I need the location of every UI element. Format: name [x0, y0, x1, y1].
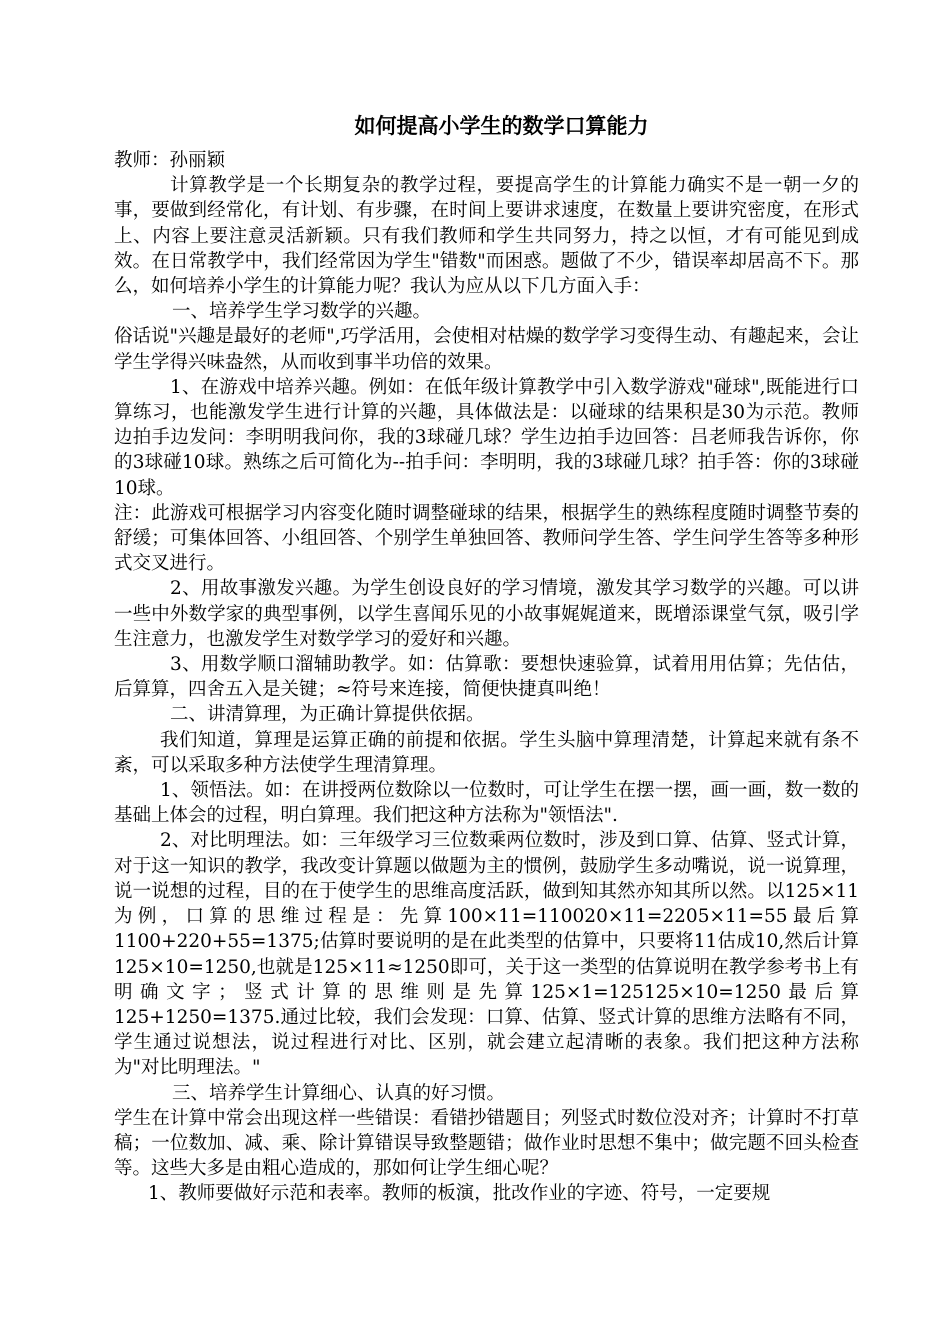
- paragraph-teacher-example: 1、教师要做好示范和表率。教师的板演，批改作业的字迹、符号，一定要规: [148, 1183, 771, 1205]
- document-page: [114, 112, 859, 1207]
- paragraph-rhyme-method: 3、用数学顺口溜辅助教学。如：估算歌：要想快速验算，试着用用估算；先估估，后算算，四舍五入是关键；≈符号来连接，简便快捷真叫绝！: [114, 654, 859, 701]
- paragraph-story-method: 2、用故事激发兴趣。为学生创设良好的学习情境，激发其学习数学的兴趣。可以讲一些中外数学家的典型事例，以学生喜闻乐见的小故事娓娓道来，既增添课堂气氛，吸引学生注意力，也激发学生对数学学习的爱好和兴趣。: [114, 578, 859, 650]
- author-line: 教师：孙丽颖: [114, 150, 226, 171]
- paragraph-interest-quote: 俗话说"兴趣是最好的老师",巧学活用，会使相对枯燥的数学学习变得生动、有趣起来，会让学生学得兴味盎然，从而收到事半功倍的效果。: [114, 326, 859, 373]
- paragraph-common-errors: 学生在计算中常会出现这样一些错误：看错抄错题目；列竖式时数位没对齐；计算时不打草稿；一位数加、减、乘、除计算错误导致整题错；做作业时思想不集中；做完题不回头检查等。这些大多是由粗心造成的，那如何让学生细心呢？: [114, 1107, 859, 1180]
- section-heading-1: 一、培养学生学习数学的兴趣。: [172, 301, 432, 323]
- paragraph-comparison-method: 2、对比明理法。如：三年级学习三位数乘两位数时，涉及到口算、估算、竖式计算，对于这一知识的教学，我改变计算题以做题为主的惯例，鼓励学生多动嘴说，说一说算理，说一说想的过程，目的在于使学生的思维高度活跃，做到知其然亦知其所以然。以125×11为例，口算的思维过程是：先算100×11=110020×11=2205×11=55最后算1100+220+55=1375;估算时要说明的是在此类型的估算中，只要将11估成10,然后计算125×10=1250,也就是125×11≈1250即可，关于这一类型的估算说明在教学参考书上有明确文字；竖式计算的思维则是先算125×1=125125×10=1250最后算125+1250=1375.通过比较，我们会发现：口算、估算、竖式计算的思维方法略有不同，学生通过说想法，说过程进行对比、区别，就会建立起清晰的表象。我们把这种方法称为"对比明理法。": [114, 830, 859, 1079]
- paragraph-arithmetic-principle: 我们知道，算理是运算正确的前提和依据。学生头脑中算理清楚，计算起来就有条不紊，可以采取多种方法使学生理清算理。: [114, 729, 859, 776]
- paragraph-game-method: 1、在游戏中培养兴趣。例如：在低年级计算教学中引入数学游戏"碰球",既能进行口算练习，也能激发学生进行计算的兴趣，具体做法是：以碰球的结果积是30为示范。教师边拍手边发问：李明明我问你，我的3球碰几球？学生边拍手边回答：吕老师我告诉你，你的3球碰10球。熟练之后可简化为--拍手问：李明明，我的3球碰几球？拍手答：你的3球碰10球。: [114, 376, 859, 499]
- section-heading-2: 二、讲清算理，为正确计算提供依据。: [170, 704, 485, 726]
- paragraph-game-note: 注：此游戏可根据学习内容变化随时调整碰球的结果，根据学生的熟练程度随时调整节奏的舒缓；可集体回答、小组回答、个别学生单独回答、教师问学生答、学生问学生答等多种形式交叉进行。: [114, 502, 859, 575]
- paragraph-comprehension-method: 1、领悟法。如：在讲授两位数除以一位数时，可让学生在摆一摆，画一画，数一数的基础上体会的过程，明白算理。我们把这种方法称为"领悟法".: [114, 780, 859, 827]
- document-title: 如何提高小学生的数学口算能力: [354, 113, 649, 138]
- paragraph-intro: 计算教学是一个长期复杂的教学过程，要提高学生的计算能力确实不是一朝一夕的事，要做到经常化，有计划、有步骤，在时间上要讲求速度，在数量上要讲究密度，在形式上、内容上要注意灵活新颖。只有我们教师和学生共同努力，持之以恒，才有可能见到成效。在日常教学中，我们经常因为学生"错数"而困惑。题做了不少，错误率却居高不下。那么，如何培养小学生的计算能力呢？我认为应从以下几方面入手：: [114, 175, 859, 298]
- section-heading-3: 三、培养学生计算细心、认真的好习惯。: [172, 1082, 506, 1104]
